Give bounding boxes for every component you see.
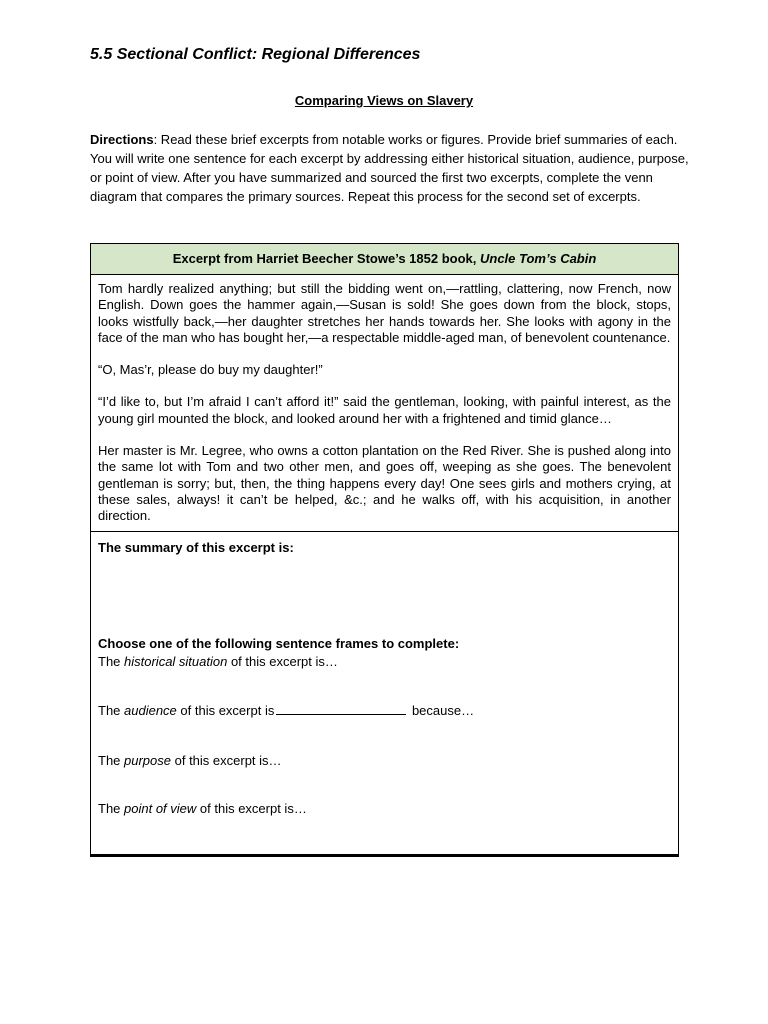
excerpt-paragraph: Tom hardly realized anything; but still the bidding went on,—rattling, clattering, now French, now English. Down goes the hammer again,—Susan is sold! She goes down from the block, stops, looks wistfully back,—her daughter stretches her hands towards her. She looks with agony in the face of the man who has bought her,—a respectable middle-aged man, of benevolent countenance. bbox=[98, 281, 671, 345]
excerpt-paragraph: Her master is Mr. Legree, who owns a cotton plantation on the Red River. She is pushed along into the same lot with Tom and two other men, and goes off, weeping as she goes. The benevolent gentleman is sorry; but, then, the thing happens every day! One sees girls and mothers crying, at these sales, always! it can’t be helped, &c.; and he walks off, with his acquisition, in another direction. bbox=[98, 443, 671, 524]
directions-paragraph bbox=[90, 130, 690, 206]
directions-label: Directions bbox=[90, 132, 154, 147]
excerpt-table bbox=[90, 243, 679, 857]
sentence-frames-label: Choose one of the following sentence frames to complete: bbox=[98, 635, 460, 651]
answer-blank[interactable] bbox=[276, 703, 406, 715]
excerpt-header-prefix: Excerpt from Harriet Beecher Stowe’s 1852 book, bbox=[172, 251, 480, 266]
summary-cell[interactable] bbox=[91, 532, 678, 856]
excerpt-table-header bbox=[91, 244, 678, 275]
frame-audience: The audience of this excerpt is because… bbox=[98, 702, 475, 718]
excerpt-text-cell bbox=[91, 275, 678, 532]
summary-label: The summary of this excerpt is: bbox=[98, 539, 294, 555]
frame-purpose: The purpose of this excerpt is… bbox=[98, 752, 282, 768]
excerpt-paragraph: “O, Mas’r, please do buy my daughter!” bbox=[98, 362, 323, 378]
frame-point-of-view: The point of view of this excerpt is… bbox=[98, 800, 307, 816]
frame-historical-situation: The historical situation of this excerpt is… bbox=[98, 653, 338, 669]
book-title: Uncle Tom’s Cabin bbox=[480, 251, 597, 266]
excerpt-paragraph: “I’d like to, but I’m afraid I can’t afford it!” said the gentleman, looking, with painful interest, as the young girl mounted the block, and looked around her with a frightened and timid glance… bbox=[98, 394, 671, 426]
directions-text: : Read these brief excerpts from notable works or figures. Provide brief summaries of each. You will write one sentence for each excerpt by addressing either historical situation, audience, purpose, or point of view. After you have summarized and sourced the first two excerpts, complete the venn diagram that compares the primary sources. Repeat this process for the second set of excerpts. bbox=[90, 132, 689, 204]
section-subtitle: Comparing Views on Slavery bbox=[294, 93, 474, 108]
page-title: 5.5 Sectional Conflict: Regional Differences bbox=[90, 46, 421, 63]
